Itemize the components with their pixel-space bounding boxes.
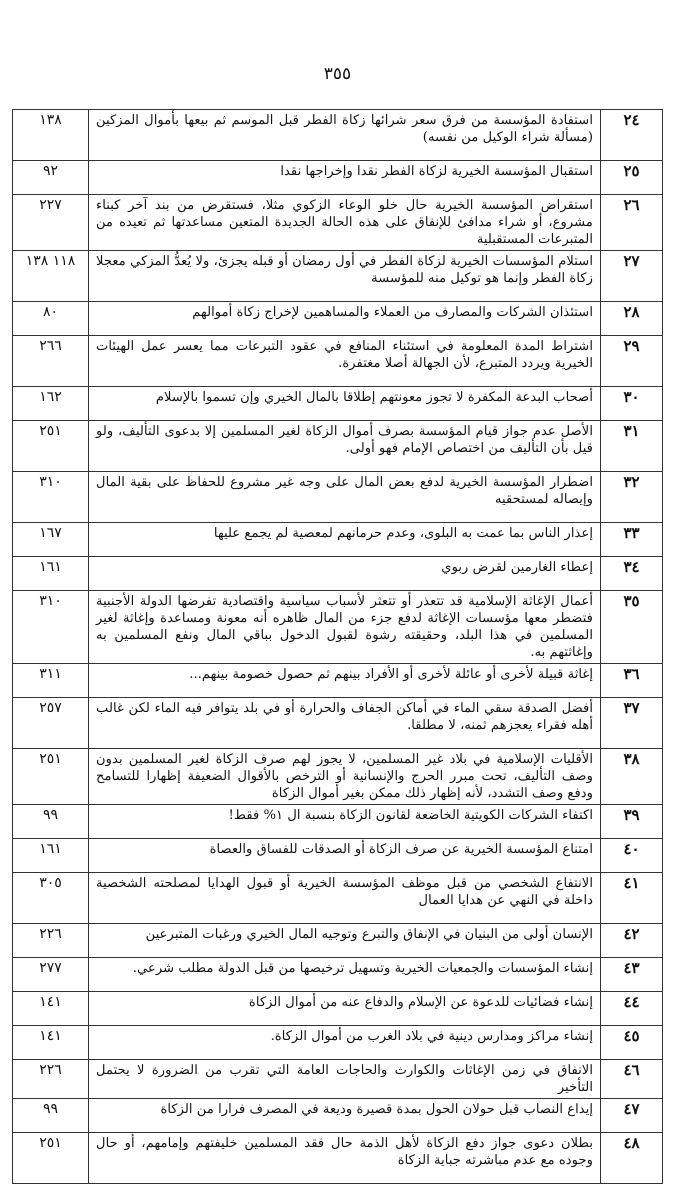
row-topic: إغاثة قبيلة لأخرى أو عائلة لأخرى أو الأفراد بينهم ثم حصول خصومة بينهم... [89, 664, 601, 698]
row-number: ٣٩ [601, 805, 663, 839]
row-number: ٤٧ [601, 1099, 663, 1133]
table-row [13, 557, 663, 591]
row-page-reference: ٢٢٦ [13, 924, 89, 958]
row-number: ٤١ [601, 873, 663, 924]
row-topic: إنشاء المؤسسات والجمعيات الخيرية وتسهيل ترخيصها من قبل الدولة مطلب شرعي. [89, 958, 601, 992]
row-page-reference: ٢٥١ [13, 1133, 89, 1184]
row-topic: استلام المؤسسات الخيرية لزكاة الفطر في أول رمضان أو قبله يجزئ، ولا يُعدُّ المزكي معجلا زكاة الفطر وإنما هو توكيل منه للمؤسسة [89, 251, 601, 302]
table-row [13, 1026, 663, 1060]
row-number: ٣٣ [601, 523, 663, 557]
row-number: ٣١ [601, 421, 663, 472]
row-page-reference: ٢٥٧ [13, 698, 89, 749]
table-row [13, 110, 663, 161]
row-topic: استئذان الشركات والمصارف من العملاء والمساهمين لإخراج زكاة أموالهم [89, 302, 601, 336]
row-topic: أعمال الإغاثة الإسلامية قد تتعذر أو تتعثر لأسباب سياسية واقتصادية تفرضها الدولة الأجنبية فتضطر معها مؤسسات الإغاثة لدفع جزء من المال ظاهره أنه معونة ومساعدة وإغاثة لغير المسلمين في هذا البلد، وحقيقته رشوة لقبول الدخول بباقي المال ونفع المسلمين به وإغاثتهم به. [89, 591, 601, 664]
row-topic: إيداع النصاب قبل حولان الحول بمدة قصيرة وديعة في المصرف فرارا من الزكاة [89, 1099, 601, 1133]
row-page-reference: ١٦١ [13, 839, 89, 873]
row-number: ٢٥ [601, 161, 663, 195]
row-topic: الانفاق في زمن الإغاثات والكوارث والحاجات العامة التي تقرب من الضرورة لا يحتمل التأخير [89, 1060, 601, 1099]
row-page-reference: ٩٩ [13, 1099, 89, 1133]
row-number: ٣٧ [601, 698, 663, 749]
row-topic: استفادة المؤسسة من فرق سعر شرائها زكاة الفطر قبل الموسم ثم بيعها بأموال المزكين (مسألة شراء الوكيل من نفسه) [89, 110, 601, 161]
table-row [13, 873, 663, 924]
row-number: ٤٥ [601, 1026, 663, 1060]
row-topic: اكتفاء الشركات الكويتية الخاضعة لقانون الزكاة بنسبة ال ١% فقط! [89, 805, 601, 839]
row-number: ٣٨ [601, 749, 663, 805]
row-topic: إنشاء فضائيات للدعوة عن الإسلام والدفاع عنه من أموال الزكاة [89, 992, 601, 1026]
row-topic: استقبال المؤسسة الخيرية لزكاة الفطر نقدا وإخراجها نقدا [89, 161, 601, 195]
row-number: ٤٣ [601, 958, 663, 992]
row-page-reference: ٩٢ [13, 161, 89, 195]
index-table-body [13, 110, 663, 1184]
row-number: ٢٧ [601, 251, 663, 302]
row-page-reference: ٣١١ [13, 664, 89, 698]
table-row [13, 472, 663, 523]
row-page-reference: ١٤١ [13, 992, 89, 1026]
row-number: ٤٨ [601, 1133, 663, 1184]
row-topic: استقراض المؤسسة الخيرية حال خلو الوعاء الزكوي مثلا، فستقرض من بند آخر كبناء مشروع، أو شراء مدافئ للإنفاق على هذه الحالة الجديدة المتعين مساعدتها ثم تعيده من المتبرعات المستقبلية [89, 195, 601, 251]
row-topic: الأصل عدم جواز قيام المؤسسة بصرف أموال الزكاة لغير المسلمين إلا بدعوى التأليف، ولو قيل بأن التأليف من اختصاص الإمام فهو أولى. [89, 421, 601, 472]
row-page-reference: ٢٦٦ [13, 336, 89, 387]
row-number: ٢٦ [601, 195, 663, 251]
table-row [13, 1060, 663, 1099]
table-row [13, 523, 663, 557]
row-number: ٣٤ [601, 557, 663, 591]
row-page-reference: ١٦٢ [13, 387, 89, 421]
row-number: ٤٦ [601, 1060, 663, 1099]
row-topic: اضطرار المؤسسة الخيرية لدفع بعض المال على وجه غير مشروع للحفاظ على بقية المال وإيصاله لمستحقيه [89, 472, 601, 523]
page-number: ٣٥٥ [323, 64, 352, 84]
row-topic: أصحاب البدعة المكفرة لا تجوز معونتهم إطلاقا بالمال الخيري وإن تسموا بالإسلام [89, 387, 601, 421]
index-table [12, 109, 663, 1184]
table-row [13, 698, 663, 749]
table-row [13, 839, 663, 873]
table-row [13, 302, 663, 336]
row-topic: الإنسان أولى من البنيان في الإنفاق والتبرع وتوجيه المال الخيري ورغبات المتبرعين [89, 924, 601, 958]
row-number: ٤٤ [601, 992, 663, 1026]
row-number: ٢٩ [601, 336, 663, 387]
row-topic: امتناع المؤسسة الخيرية عن صرف الزكاة أو الصدقات للفساق والعصاة [89, 839, 601, 873]
row-number: ٣٦ [601, 664, 663, 698]
table-row [13, 591, 663, 664]
row-number: ٣٠ [601, 387, 663, 421]
table-row [13, 336, 663, 387]
row-topic: الانتفاع الشخصي من قبل موظف المؤسسة الخيرية أو قبول الهدايا لمصلحته الشخصية داخلة في النهي عن هدايا العمال [89, 873, 601, 924]
row-page-reference: ٢٢٧ [13, 195, 89, 251]
row-page-reference: ٢٥١ [13, 749, 89, 805]
row-page-reference: ١٣٨ [13, 110, 89, 161]
table-row [13, 805, 663, 839]
row-number: ٢٤ [601, 110, 663, 161]
table-row [13, 958, 663, 992]
row-number: ٣٥ [601, 591, 663, 664]
row-topic: أفضل الصدقة سقي الماء في أماكن الجفاف والحرارة أو في بلد يتوافر فيه الماء لكن غالب أهله فقراء يعجزهم ثمنه، لا مطلقا. [89, 698, 601, 749]
table-row [13, 749, 663, 805]
row-page-reference: ١٦٧ [13, 523, 89, 557]
row-page-reference: ١٦١ [13, 557, 89, 591]
row-number: ٣٢ [601, 472, 663, 523]
row-page-reference: ٣١٠ [13, 472, 89, 523]
row-page-reference: ١١٨ ١٣٨ [13, 251, 89, 302]
table-row [13, 421, 663, 472]
row-topic: بطلان دعوى جواز دفع الزكاة لأهل الذمة حال فقد المسلمين خليفتهم وإمامهم، أو حال وجوده مع عدم مباشرته جباية الزكاة [89, 1133, 601, 1184]
row-page-reference: ١٤١ [13, 1026, 89, 1060]
table-row [13, 161, 663, 195]
row-page-reference: ٢٥١ [13, 421, 89, 472]
table-row [13, 1133, 663, 1184]
row-topic: الأقليات الإسلامية في بلاد غير المسلمين، لا يجوز لهم صرف الزكاة لغير المسلمين بدون وصف التأليف، تحت مبرر الحرج والإنسانية أو الترخص بالأقوال الضعيفة إظهارا للتسامح ودفع وصف التشدد، لأنه إظهار ذلك ممكن بغير أموال الزكاة [89, 749, 601, 805]
row-page-reference: ٣٠٥ [13, 873, 89, 924]
row-page-reference: ٢٢٦ [13, 1060, 89, 1099]
table-row [13, 924, 663, 958]
row-topic: إنشاء مراكز ومدارس دينية في بلاد الغرب من أموال الزكاة. [89, 1026, 601, 1060]
row-number: ٢٨ [601, 302, 663, 336]
row-page-reference: ٩٩ [13, 805, 89, 839]
row-page-reference: ٨٠ [13, 302, 89, 336]
table-row [13, 992, 663, 1026]
row-page-reference: ٢٧٧ [13, 958, 89, 992]
row-topic: اشتراط المدة المعلومة في استئناء المنافع في عقود التبرعات مما يعسر عمل الهيئات الخيرية ويردد المتبرع، لأن الجهالة أصلا مغتفرة. [89, 336, 601, 387]
row-number: ٤٠ [601, 839, 663, 873]
row-topic: إعطاء الغارمين لقرض ربوي [89, 557, 601, 591]
row-topic: إعذار الناس بما عمت به البلوى، وعدم حرمانهم لمعصية لم يجمع عليها [89, 523, 601, 557]
row-page-reference: ٣١٠ [13, 591, 89, 664]
row-number: ٤٢ [601, 924, 663, 958]
table-row [13, 387, 663, 421]
table-row [13, 251, 663, 302]
table-row [13, 664, 663, 698]
table-row [13, 195, 663, 251]
table-row [13, 1099, 663, 1133]
